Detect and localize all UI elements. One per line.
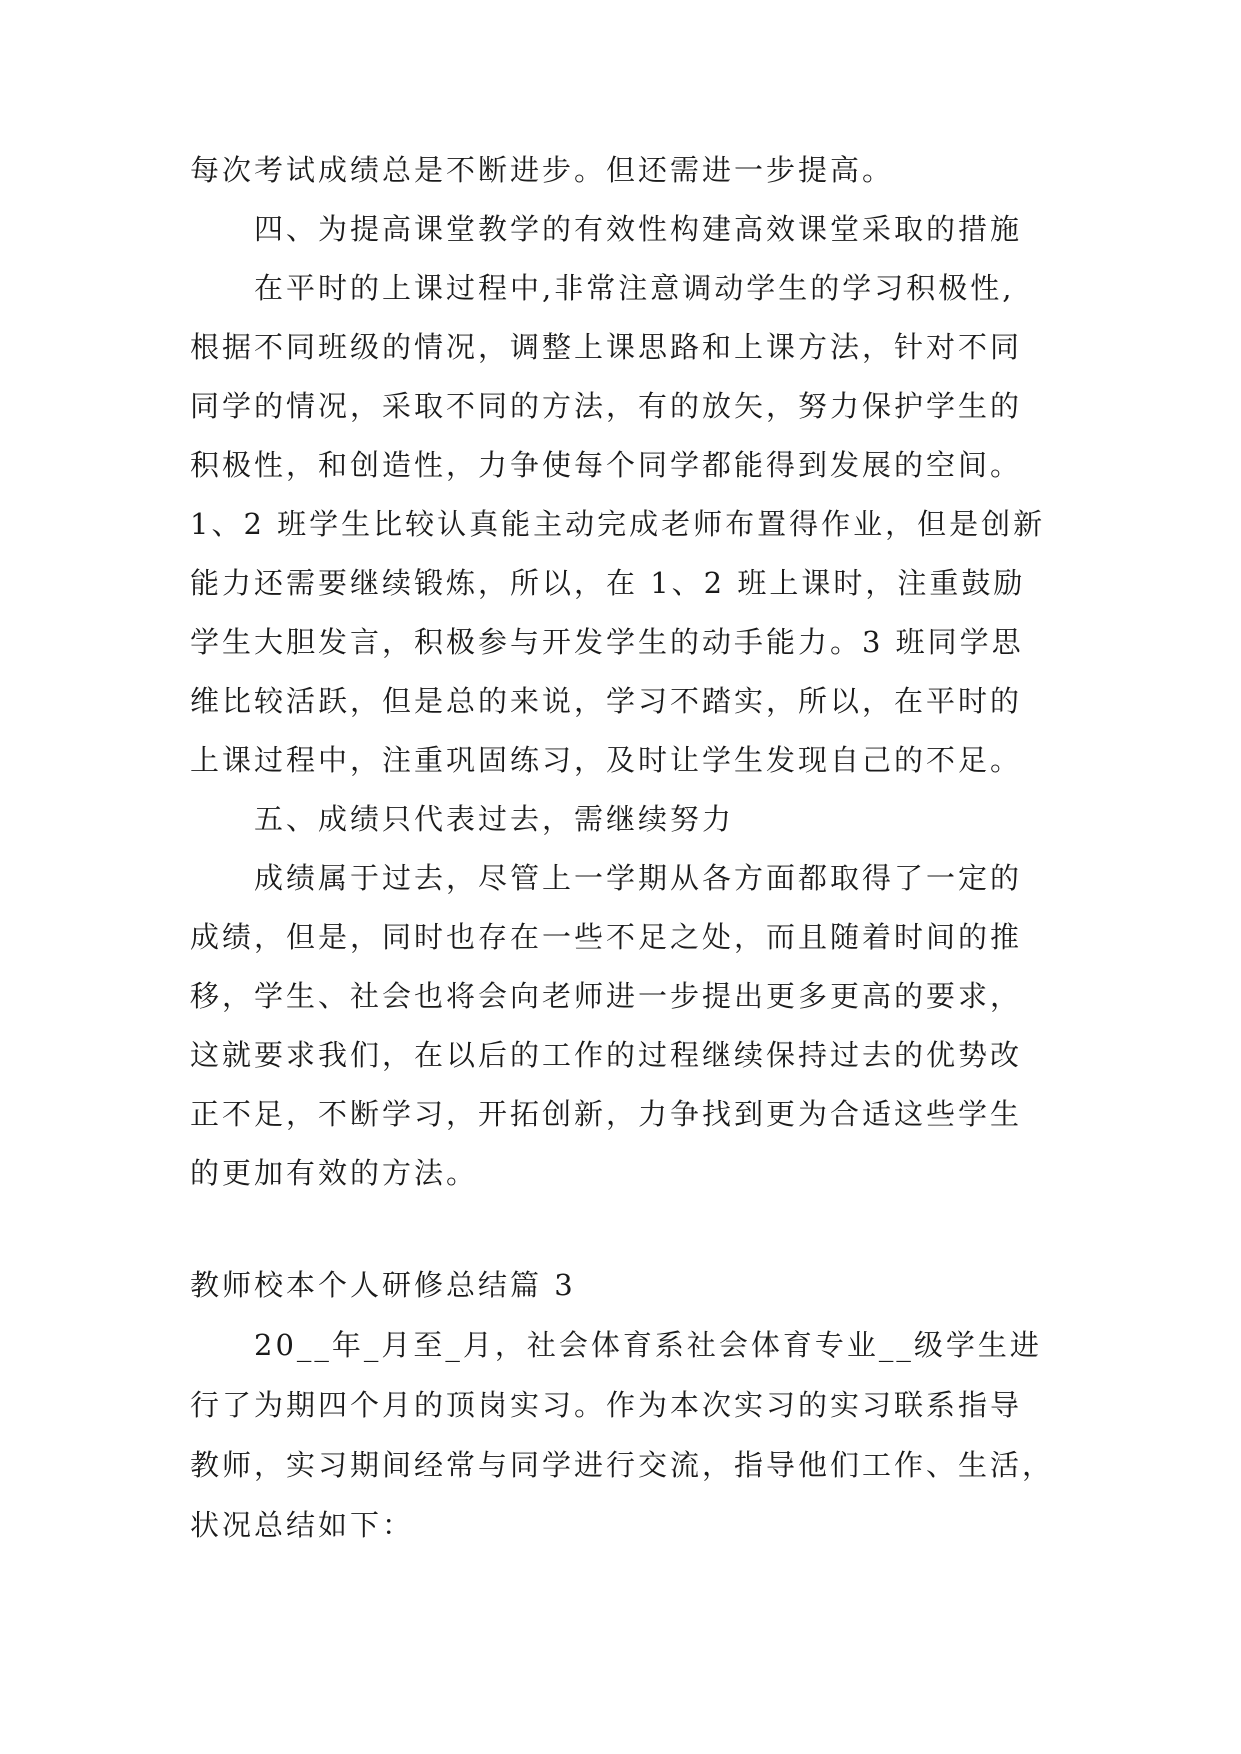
text-line: 每次考试成绩总是不断进步。但还需进一步提高。 [190, 153, 895, 187]
text-line: 学生大胆发言，积极参与开发学生的动手能力。3 班同学思 [190, 625, 1024, 659]
text-line: 1、2 班学生比较认真能主动完成老师布置得作业，但是创新 [190, 507, 1046, 541]
text-line: 能力还需要继续锻炼，所以，在 1、2 班上课时，注重鼓励 [190, 566, 1026, 600]
text-line: 状况总结如下： [190, 1508, 415, 1542]
text-line: 行了为期四个月的顶岗实习。作为本次实习的实习联系指导 [190, 1388, 1023, 1422]
article-title: 教师校本个人研修总结篇 3 [190, 1268, 576, 1302]
text-line: 同学的情况，采取不同的方法，有的放矢，努力保护学生的 [190, 389, 1023, 423]
text-line: 上课过程中，注重巩固练习，及时让学生发现自己的不足。 [190, 743, 1023, 777]
text-line: 这就要求我们，在以后的工作的过程继续保持过去的优势改 [190, 1038, 1023, 1072]
text-line: 成绩属于过去，尽管上一学期从各方面都取得了一定的 [254, 861, 1023, 895]
section-heading: 五、成绩只代表过去，需继续努力 [254, 802, 735, 836]
text-line: 教师，实习期间经常与同学进行交流，指导他们工作、生活， [190, 1448, 1055, 1482]
text-line: 的更加有效的方法。 [190, 1156, 479, 1190]
text-line: 移，学生、社会也将会向老师进一步提出更多更高的要求， [190, 979, 1023, 1013]
text-line: 积极性，和创造性，力争使每个同学都能得到发展的空间。 [190, 448, 1023, 482]
text-line: 20__年_月至_月，社会体育系社会体育专业__级学生进 [254, 1328, 1042, 1362]
text-line: 正不足，不断学习，开拓创新，力争找到更为合适这些学生 [190, 1097, 1023, 1131]
section-heading: 四、为提高课堂教学的有效性构建高效课堂采取的措施 [254, 212, 1023, 246]
text-line: 成绩，但是，同时也存在一些不足之处，而且随着时间的推 [190, 920, 1023, 954]
text-line: 维比较活跃，但是总的来说，学习不踏实，所以，在平时的 [190, 684, 1023, 718]
text-line: 根据不同班级的情况，调整上课思路和上课方法，针对不同 [190, 330, 1023, 364]
text-line: 在平时的上课过程中,非常注意调动学生的学习积极性, [254, 271, 1015, 305]
